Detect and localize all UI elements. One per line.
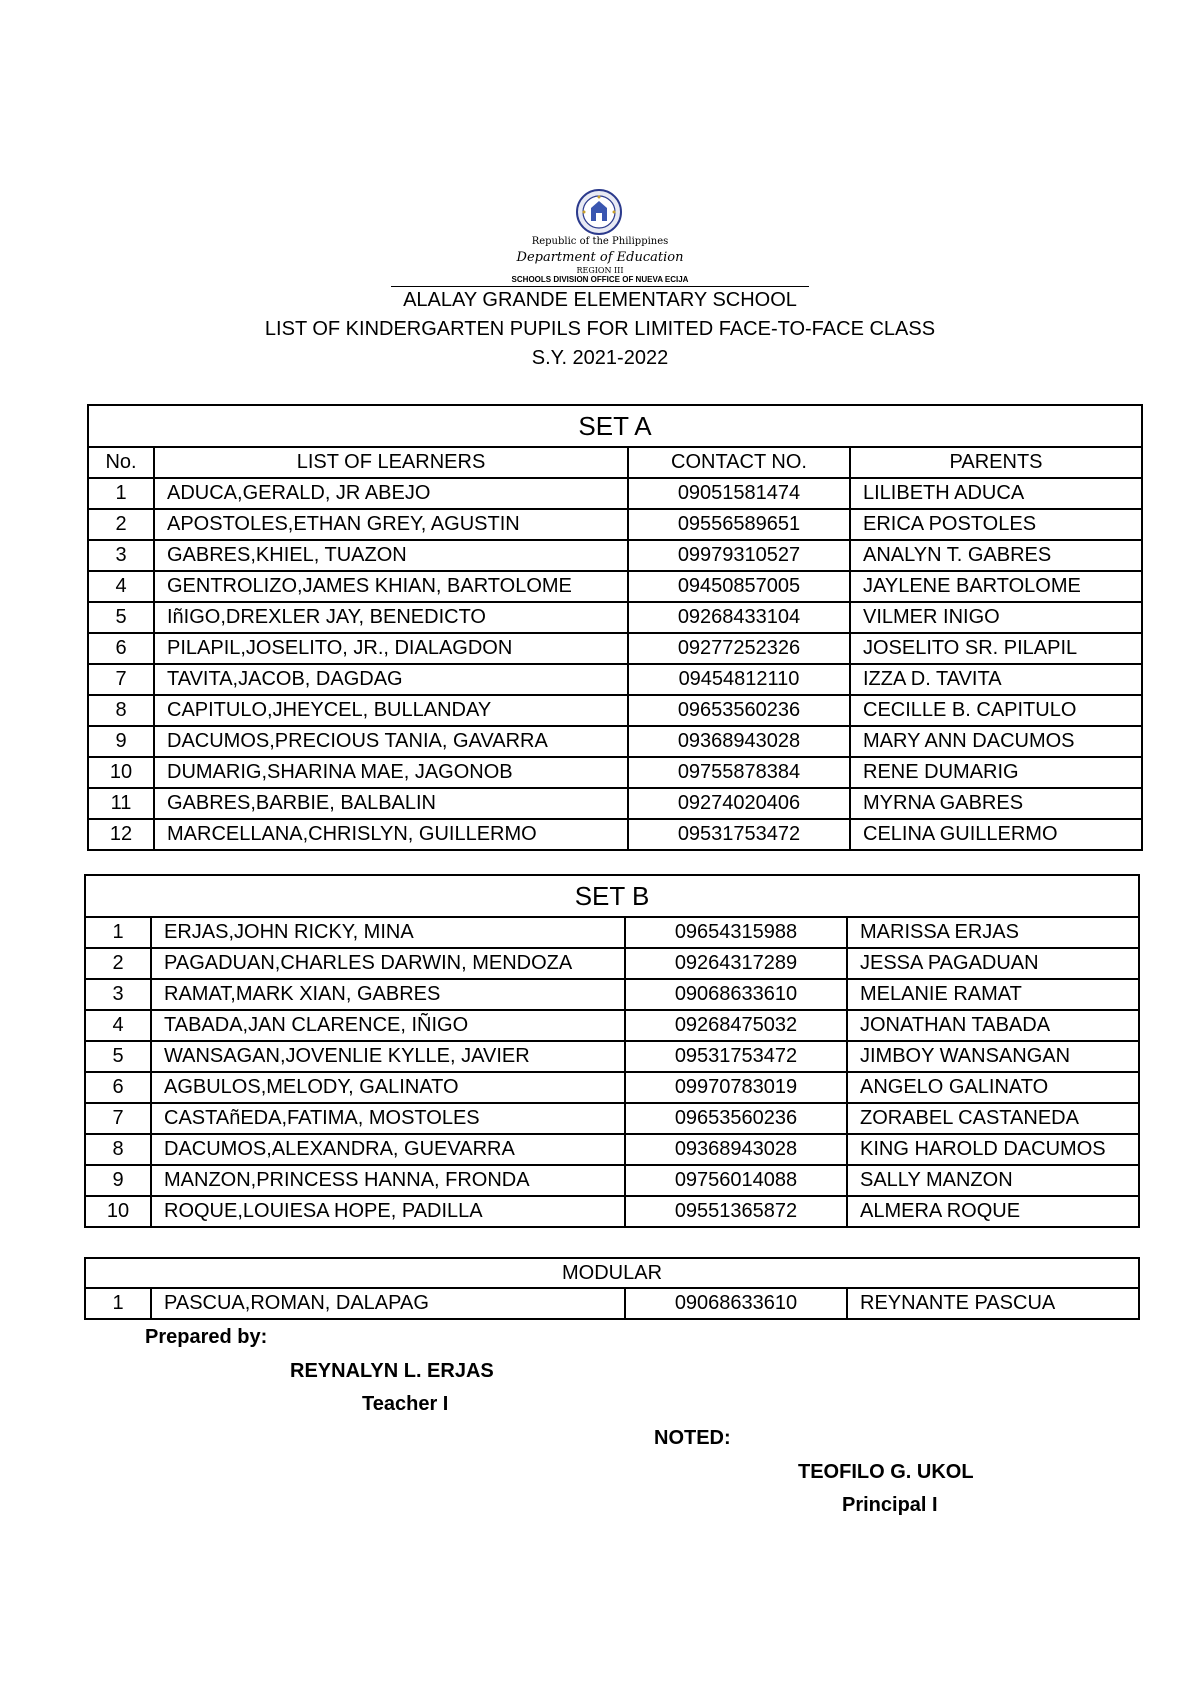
parent-name: ALMERA ROQUE <box>847 1196 1139 1227</box>
row-number: 5 <box>88 602 154 633</box>
letterhead-department: Department of Education <box>516 250 684 265</box>
learner-name: APOSTOLES,ETHAN GREY, AGUSTIN <box>154 509 628 540</box>
row-number: 1 <box>88 478 154 509</box>
contact-number: 09068633610 <box>625 1288 847 1319</box>
contact-number: 09654315988 <box>625 917 847 948</box>
column-header-learners: LIST OF LEARNERS <box>154 447 628 478</box>
row-number: 2 <box>88 509 154 540</box>
contact-number: 09653560236 <box>625 1103 847 1134</box>
contact-number: 09051581474 <box>628 478 850 509</box>
parent-name: ZORABEL CASTANEDA <box>847 1103 1139 1134</box>
parent-name: CECILLE B. CAPITULO <box>850 695 1142 726</box>
contact-number: 09368943028 <box>625 1134 847 1165</box>
table-row <box>88 819 1142 850</box>
row-number: 4 <box>88 571 154 602</box>
modular-title: MODULAR <box>85 1258 1139 1288</box>
contact-number: 09755878384 <box>628 757 850 788</box>
table-row <box>85 979 1139 1010</box>
contact-number: 09756014088 <box>625 1165 847 1196</box>
set-b-table <box>84 874 1140 1228</box>
row-number: 2 <box>85 948 151 979</box>
letterhead-divider <box>391 286 809 287</box>
table-row <box>88 478 1142 509</box>
contact-number: 09264317289 <box>625 948 847 979</box>
learner-name: CAPITULO,JHEYCEL, BULLANDAY <box>154 695 628 726</box>
parent-name: IZZA D. TAVITA <box>850 664 1142 695</box>
row-number: 10 <box>88 757 154 788</box>
learner-name: AGBULOS,MELODY, GALINATO <box>151 1072 625 1103</box>
set-a-header-row <box>88 447 1142 478</box>
contact-number: 09268475032 <box>625 1010 847 1041</box>
parent-name: RENE DUMARIG <box>850 757 1142 788</box>
row-number: 7 <box>85 1103 151 1134</box>
row-number: 11 <box>88 788 154 819</box>
row-number: 6 <box>85 1072 151 1103</box>
learner-name: DUMARIG,SHARINA MAE, JAGONOB <box>154 757 628 788</box>
row-number: 6 <box>88 633 154 664</box>
row-number: 5 <box>85 1041 151 1072</box>
table-row <box>88 540 1142 571</box>
row-number: 9 <box>85 1165 151 1196</box>
parent-name: LILIBETH ADUCA <box>850 478 1142 509</box>
table-row <box>88 726 1142 757</box>
contact-number: 09531753472 <box>628 819 850 850</box>
school-name: ALALAY GRANDE ELEMENTARY SCHOOL <box>403 289 797 311</box>
contact-number: 09068633610 <box>625 979 847 1010</box>
table-row <box>85 1134 1139 1165</box>
table-row <box>85 1103 1139 1134</box>
learner-name: PASCUA,ROMAN, DALAPAG <box>151 1288 625 1319</box>
column-header-parents: PARENTS <box>850 447 1142 478</box>
parent-name: JOSELITO SR. PILAPIL <box>850 633 1142 664</box>
letterhead-republic: Republic of the Philippines <box>531 236 669 247</box>
parent-name: SALLY MANZON <box>847 1165 1139 1196</box>
learner-name: ADUCA,GERALD, JR ABEJO <box>154 478 628 509</box>
row-number: 3 <box>85 979 151 1010</box>
learner-name: WANSAGAN,JOVENLIE KYLLE, JAVIER <box>151 1041 625 1072</box>
learner-name: ERJAS,JOHN RICKY, MINA <box>151 917 625 948</box>
table-row <box>88 602 1142 633</box>
letterhead-division: SCHOOLS DIVISION OFFICE OF NUEVA ECIJA <box>511 275 689 284</box>
table-row <box>85 948 1139 979</box>
contact-number: 09979310527 <box>628 540 850 571</box>
modular-table <box>84 1257 1140 1320</box>
learner-name: PILAPIL,JOSELITO, JR., DIALAGDON <box>154 633 628 664</box>
contact-number: 09268433104 <box>628 602 850 633</box>
parent-name: JONATHAN TABADA <box>847 1010 1139 1041</box>
learner-name: GABRES,BARBIE, BALBALIN <box>154 788 628 819</box>
table-row <box>85 1010 1139 1041</box>
row-number: 9 <box>88 726 154 757</box>
parent-name: MARY ANN DACUMOS <box>850 726 1142 757</box>
contact-number: 09551365872 <box>625 1196 847 1227</box>
learner-name: DACUMOS,PRECIOUS TANIA, GAVARRA <box>154 726 628 757</box>
set-b-title: SET B <box>85 875 1139 917</box>
table-row <box>88 788 1142 819</box>
noter-title: Principal I <box>842 1494 938 1516</box>
parent-name: REYNANTE PASCUA <box>847 1288 1139 1319</box>
learner-name: MARCELLANA,CHRISLYN, GUILLERMO <box>154 819 628 850</box>
learner-name: CASTAñEDA,FATIMA, MOSTOLES <box>151 1103 625 1134</box>
parent-name: MYRNA GABRES <box>850 788 1142 819</box>
contact-number: 09450857005 <box>628 571 850 602</box>
parent-name: ANALYN T. GABRES <box>850 540 1142 571</box>
school-year: S.Y. 2021-2022 <box>531 347 669 369</box>
learner-name: IñIGO,DREXLER JAY, BENEDICTO <box>154 602 628 633</box>
contact-number: 09368943028 <box>628 726 850 757</box>
row-number: 12 <box>88 819 154 850</box>
learner-name: GENTROLIZO,JAMES KHIAN, BARTOLOME <box>154 571 628 602</box>
prepared-by-label: Prepared by: <box>145 1326 268 1348</box>
deped-seal-icon <box>575 188 623 236</box>
column-header-contact: CONTACT NO. <box>628 447 850 478</box>
preparer-title: Teacher I <box>362 1393 449 1415</box>
learner-name: MANZON,PRINCESS HANNA, FRONDA <box>151 1165 625 1196</box>
column-header-no: No. <box>88 447 154 478</box>
table-row <box>85 1165 1139 1196</box>
parent-name: ANGELO GALINATO <box>847 1072 1139 1103</box>
row-number: 4 <box>85 1010 151 1041</box>
row-number: 8 <box>88 695 154 726</box>
row-number: 10 <box>85 1196 151 1227</box>
noted-label: NOTED: <box>654 1427 731 1449</box>
parent-name: VILMER INIGO <box>850 602 1142 633</box>
contact-number: 09653560236 <box>628 695 850 726</box>
parent-name: MARISSA ERJAS <box>847 917 1139 948</box>
table-row <box>85 1196 1139 1227</box>
row-number: 1 <box>85 917 151 948</box>
list-title: LIST OF KINDERGARTEN PUPILS FOR LIMITED FACE-TO-FACE CLASS <box>264 318 936 340</box>
table-row <box>88 664 1142 695</box>
table-row <box>88 571 1142 602</box>
parent-name: JESSA PAGADUAN <box>847 948 1139 979</box>
table-row <box>88 695 1142 726</box>
contact-number: 09274020406 <box>628 788 850 819</box>
row-number: 1 <box>85 1288 151 1319</box>
learner-name: DACUMOS,ALEXANDRA, GUEVARRA <box>151 1134 625 1165</box>
set-a-title: SET A <box>88 405 1142 447</box>
parent-name: KING HAROLD DACUMOS <box>847 1134 1139 1165</box>
learner-name: PAGADUAN,CHARLES DARWIN, MENDOZA <box>151 948 625 979</box>
table-row <box>85 1072 1139 1103</box>
parent-name: JIMBOY WANSANGAN <box>847 1041 1139 1072</box>
contact-number: 09556589651 <box>628 509 850 540</box>
parent-name: CELINA GUILLERMO <box>850 819 1142 850</box>
contact-number: 09277252326 <box>628 633 850 664</box>
row-number: 3 <box>88 540 154 571</box>
learner-name: TAVITA,JACOB, DAGDAG <box>154 664 628 695</box>
learner-name: GABRES,KHIEL, TUAZON <box>154 540 628 571</box>
table-row <box>88 757 1142 788</box>
table-row <box>85 917 1139 948</box>
learner-name: RAMAT,MARK XIAN, GABRES <box>151 979 625 1010</box>
learner-name: TABADA,JAN CLARENCE, IÑIGO <box>151 1010 625 1041</box>
noter-name: TEOFILO G. UKOL <box>798 1461 974 1483</box>
table-row <box>85 1288 1139 1319</box>
row-number: 8 <box>85 1134 151 1165</box>
table-row <box>88 509 1142 540</box>
contact-number: 09970783019 <box>625 1072 847 1103</box>
set-a-table <box>87 404 1143 851</box>
letterhead-region: REGION III <box>576 266 624 275</box>
table-row <box>85 1041 1139 1072</box>
contact-number: 09454812110 <box>628 664 850 695</box>
parent-name: JAYLENE BARTOLOME <box>850 571 1142 602</box>
learner-name: ROQUE,LOUIESA HOPE, PADILLA <box>151 1196 625 1227</box>
preparer-name: REYNALYN L. ERJAS <box>290 1360 494 1382</box>
parent-name: MELANIE RAMAT <box>847 979 1139 1010</box>
contact-number: 09531753472 <box>625 1041 847 1072</box>
parent-name: ERICA POSTOLES <box>850 509 1142 540</box>
row-number: 7 <box>88 664 154 695</box>
table-row <box>88 633 1142 664</box>
